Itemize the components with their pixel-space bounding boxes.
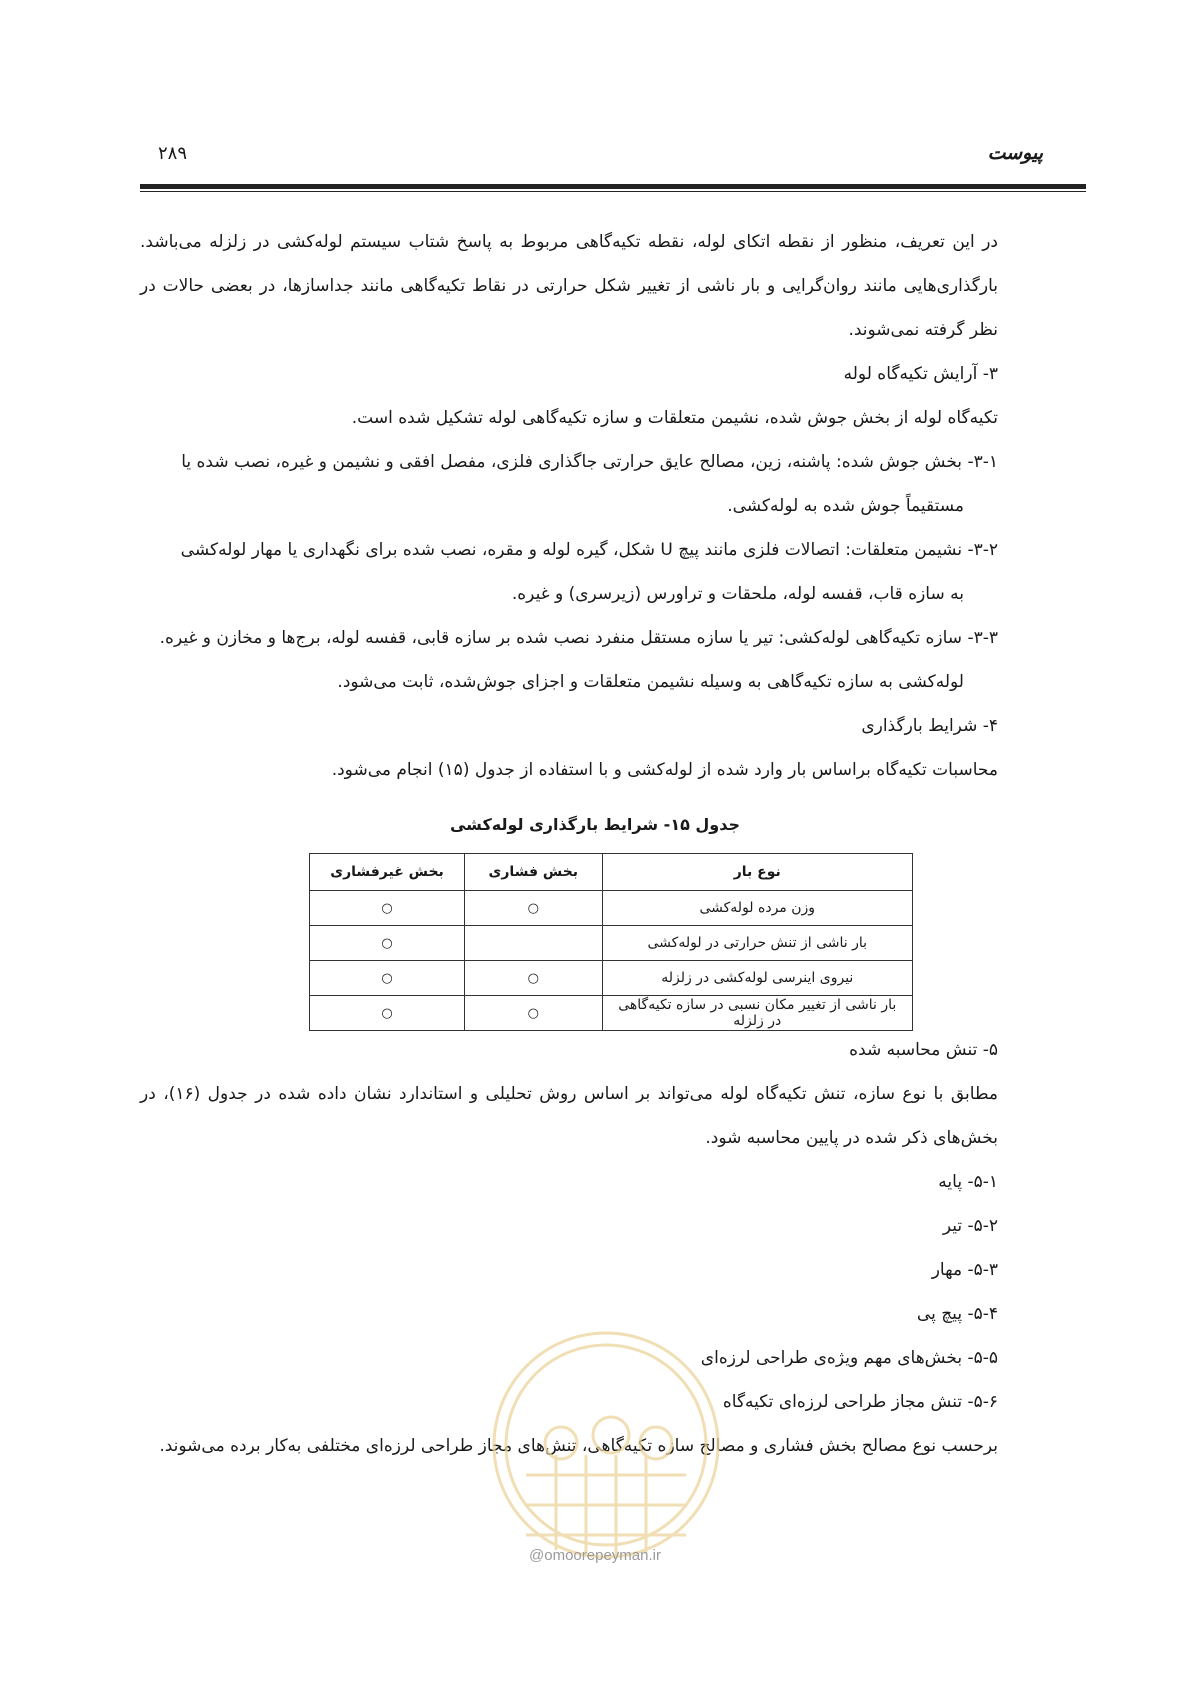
- paragraph-support-composition: تکیه‌گاه لوله از بخش جوش شده، نشیمن متعلقات و سازه تکیه‌گاهی لوله تشکیل شده است.: [351, 408, 998, 428]
- body-text-top: [140, 220, 998, 792]
- table-row: [310, 926, 913, 961]
- column-header-load-type: نوع بار: [602, 854, 912, 891]
- cell-pressure-mark: ○: [465, 961, 603, 996]
- watermark-url: @omoorepeyman.ir: [529, 1547, 661, 1564]
- paragraph-stress-method: مطابق با نوع سازه، تنش تکیه‌گاه لوله می‌تواند بر اساس روش تحلیلی و استاندارد نشان داده شده در جدول (۱۶)، در بخش‌های ذکر شده در پایین محاسبه شود.: [140, 1084, 998, 1148]
- table-caption: جدول ۱۵- شرایط بارگذاری لوله‌کشی: [449, 815, 741, 834]
- item-5-4: ۵-۴- پیچ پی: [916, 1304, 998, 1324]
- item-3-1: ۳-۱- بخش جوش شده: پاشنه، زین، مصالح عایق حرارتی جاگذاری فلزی، مفصل افقی و نشیمن و غیره، نصب شده یا: [181, 452, 998, 472]
- paragraph-definition: در این تعریف، منظور از نقطه اتکای لوله، نقطه تکیه‌گاهی مربوط به پاسخ شتاب سیستم لوله‌کشی در زلزله می‌باشد. بارگذاری‌هایی مانند روان‌گرایی و بار ناشی از تغییر شکل حرارتی در نقاط تکیه‌گاهی مانند جداسازها، در بعضی حالات در نظر گرفته نمی‌شوند.: [140, 232, 998, 340]
- cell-non-pressure-mark: ○: [310, 891, 465, 926]
- cell-non-pressure-mark: ○: [310, 996, 465, 1031]
- item-3-2-continued: به سازه قاب، قفسه لوله، ملحقات و تراورس (زیرسری) و غیره.: [511, 584, 964, 604]
- header-rule-thin: [140, 191, 1086, 192]
- column-header-pressure-part: بخش فشاری: [465, 854, 603, 891]
- heading-loading-conditions: ۴- شرایط بارگذاری: [861, 716, 998, 736]
- cell-non-pressure-mark: ○: [310, 926, 465, 961]
- cell-load-type: بار ناشی از تغییر مکان نسبی در سازه تکیه‌گاهی در زلزله: [602, 996, 912, 1031]
- cell-load-type: نیروی اینرسی لوله‌کشی در زلزله: [602, 961, 912, 996]
- header-rule-thick: [140, 184, 1086, 189]
- cell-load-type: بار ناشی از تنش حرارتی در لوله‌کشی: [602, 926, 912, 961]
- cell-pressure-mark: ○: [465, 891, 603, 926]
- cell-pressure-mark: ○: [465, 996, 603, 1031]
- item-3-2: ۳-۲- نشیمن متعلقات: اتصالات فلزی مانند پیچ U شکل، گیره لوله و مقره، نصب شده برای نگهداری یا مهار لوله‌کشی: [180, 540, 998, 560]
- table-row: [310, 961, 913, 996]
- page-number: ۲۸۹: [158, 143, 188, 164]
- item-5-2: ۵-۲- تیر: [942, 1216, 998, 1236]
- watermark-logo: [486, 1325, 726, 1565]
- item-3-3: ۳-۳- سازه تکیه‌گاهی لوله‌کشی: تیر یا سازه مستقل منفرد نصب شده بر سازه قابی، قفسه لوله، برج‌ها و مخازن و غیره.: [159, 628, 998, 648]
- loading-conditions-table: [309, 853, 913, 1031]
- paragraph-support-calculations: محاسبات تکیه‌گاه براساس بار وارد شده از لوله‌کشی و با استفاده از جدول (۱۵) انجام می‌شود.: [331, 760, 998, 780]
- section-title: پیوست: [987, 142, 1043, 164]
- item-3-1-continued: مستقیماً جوش شده به لوله‌کشی.: [727, 496, 964, 516]
- item-5-3: ۵-۳- مهار: [931, 1260, 998, 1280]
- item-5-6: ۵-۶- تنش مجاز طراحی لرزه‌ای تکیه‌گاه: [722, 1392, 998, 1412]
- column-header-non-pressure-part: بخش غیرفشاری: [310, 854, 465, 891]
- heading-pipe-support-arrangement: ۳- آرایش تکیه‌گاه لوله: [843, 364, 998, 384]
- cell-non-pressure-mark: ○: [310, 961, 465, 996]
- table-row: [310, 891, 913, 926]
- table-header-row: [310, 854, 913, 891]
- cell-pressure-mark: [465, 926, 603, 961]
- paragraph-allowable-stress: برحسب نوع مصالح بخش فشاری و مصالح سازه تکیه‌گاهی، تنش‌های مجاز طراحی لرزه‌ای مختلفی به‌کار برده می‌شوند.: [159, 1436, 998, 1456]
- item-3-3-continued: لوله‌کشی به سازه تکیه‌گاهی به وسیله نشیمن متعلقات و اجزای جوش‌شده، ثابت می‌شود.: [337, 672, 964, 692]
- cell-load-type: وزن مرده لوله‌کشی: [602, 891, 912, 926]
- table-row: [310, 996, 913, 1031]
- heading-calculated-stress: ۵- تنش محاسبه شده: [849, 1040, 998, 1060]
- item-5-1: ۵-۱- پایه: [938, 1172, 998, 1192]
- item-5-5: ۵-۵- بخش‌های مهم ویژه‌ی طراحی لرزه‌ای: [700, 1348, 998, 1368]
